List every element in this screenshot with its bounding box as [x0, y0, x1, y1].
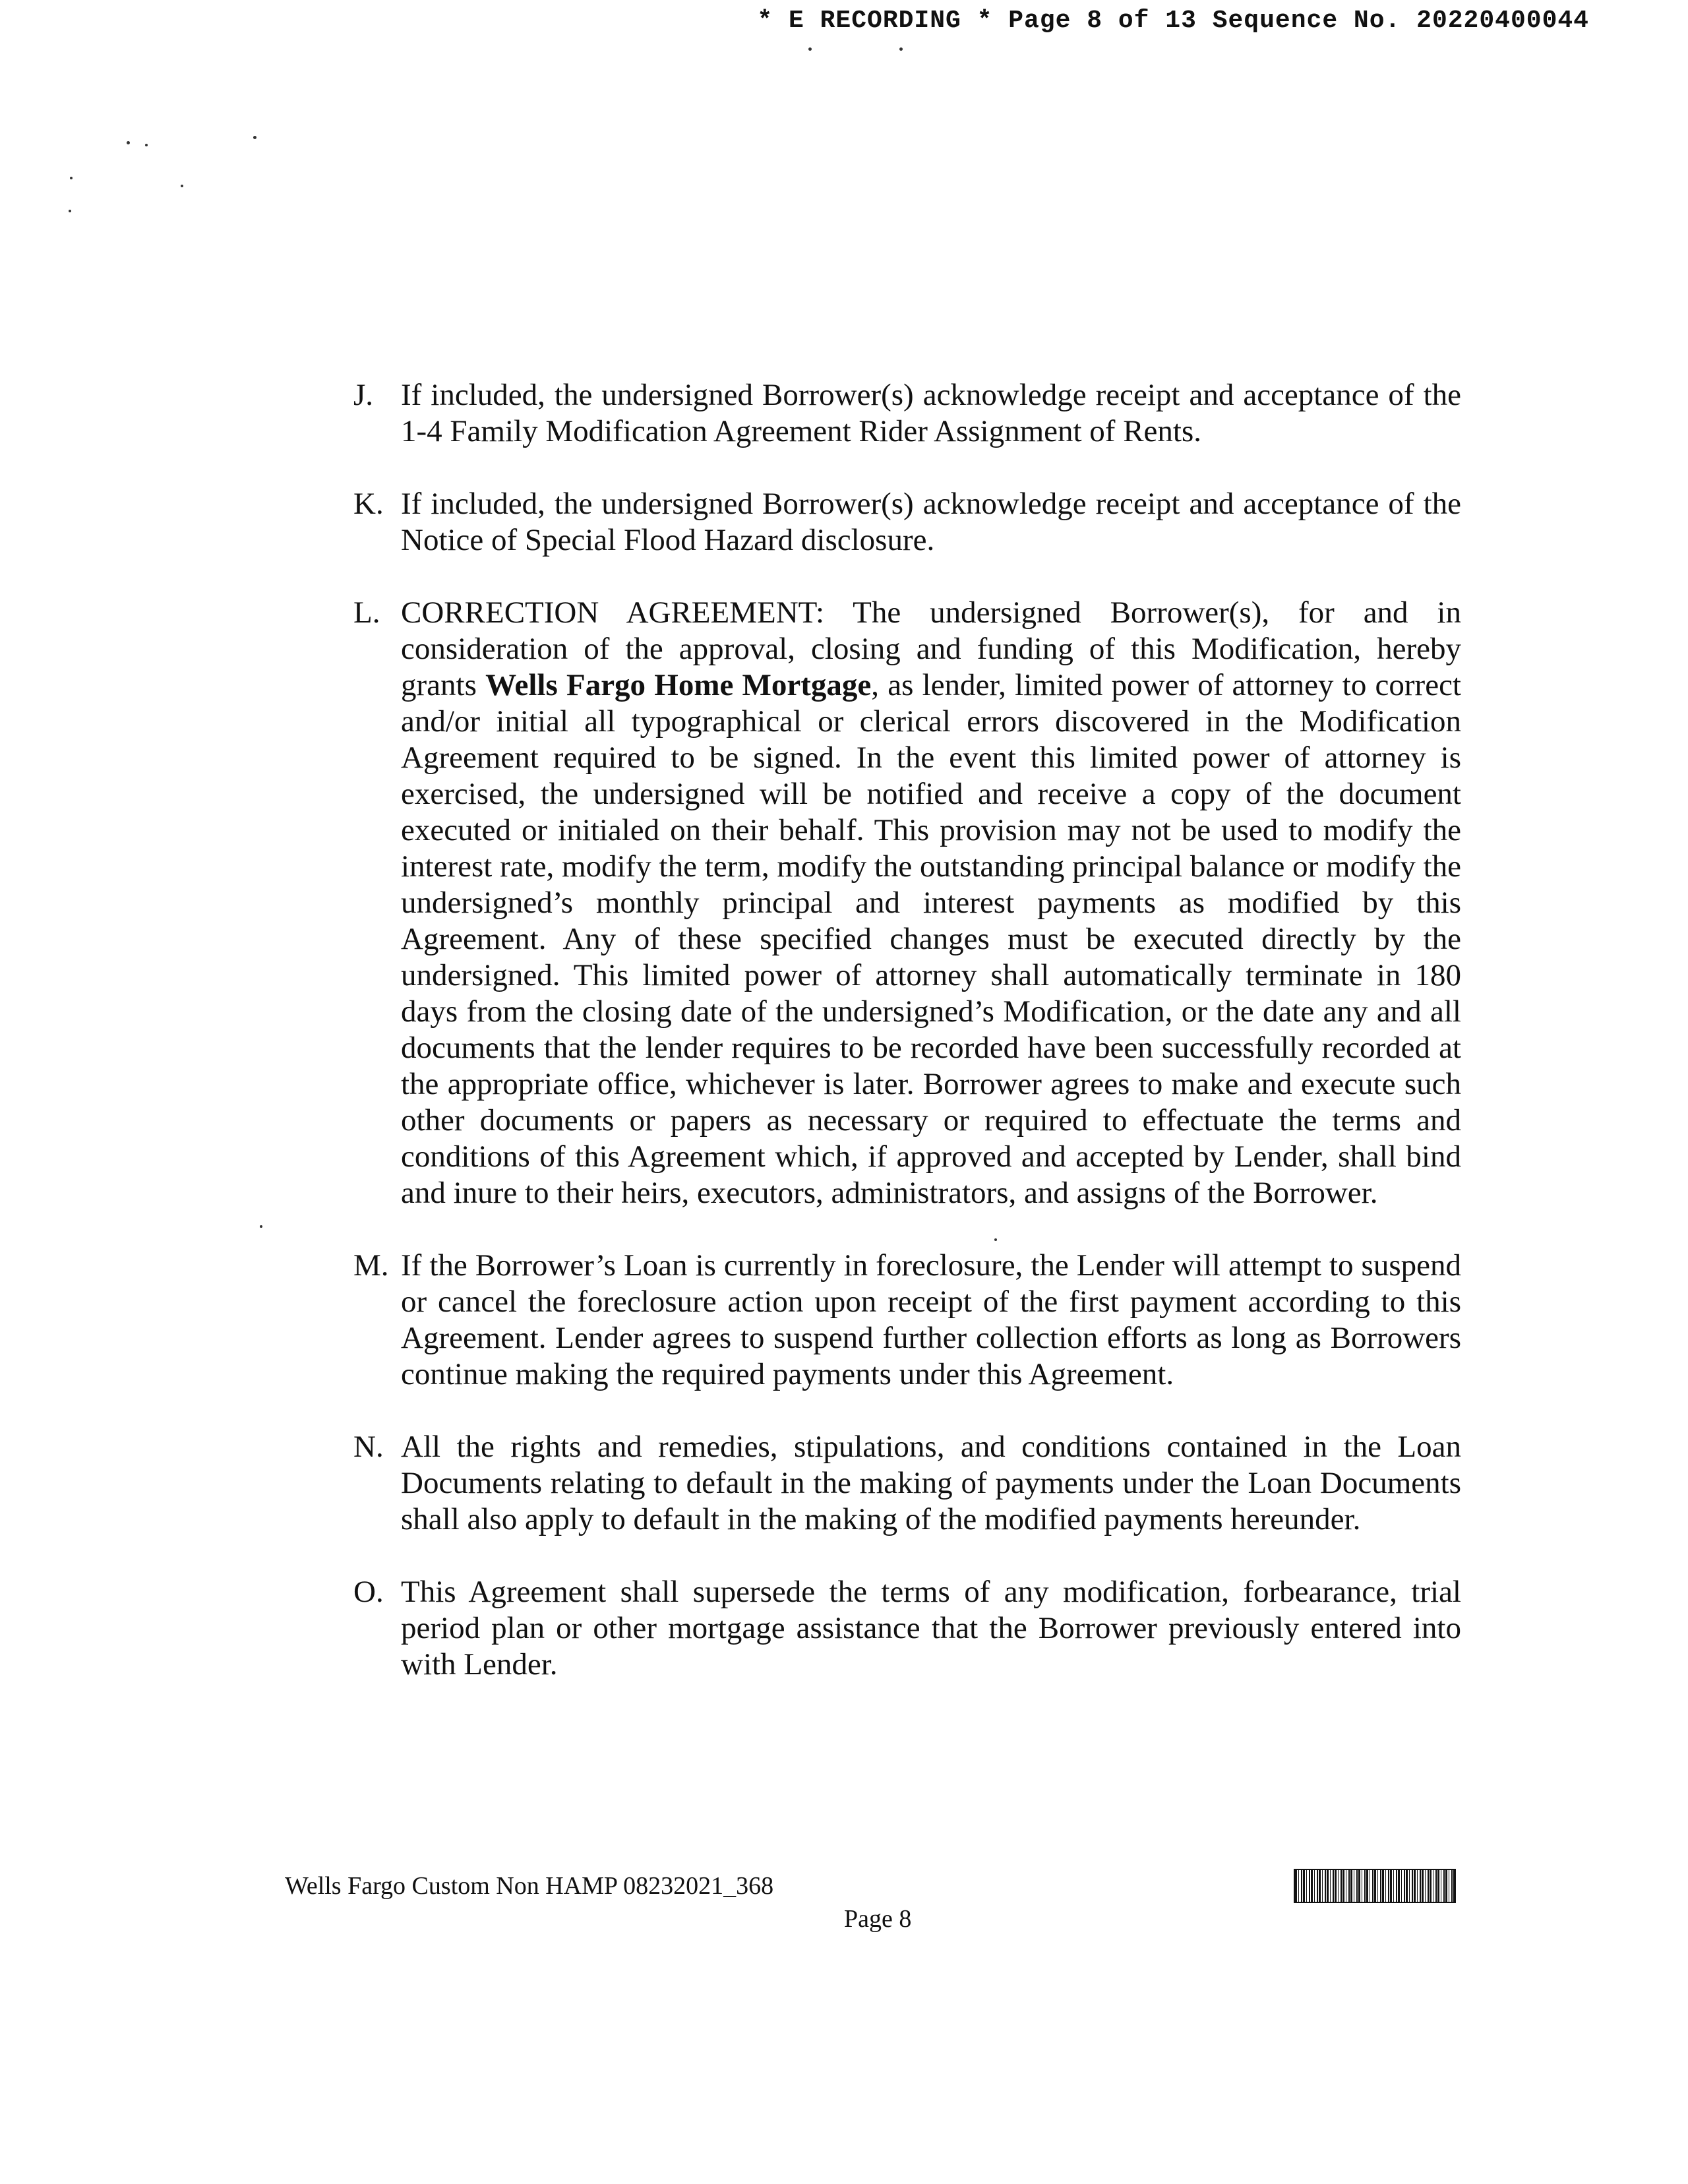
clause-letter: N.: [353, 1430, 384, 1464]
scan-speck: [69, 210, 71, 212]
clause-text: [401, 595, 1461, 1211]
clause-text-after: , as lender, limited power of attorney to correct and/or initial all typographical or clerical errors discovered in the Modification Agreement required to be signed. In the event this limited power of attorney is exercised, the undersigned will be notified and receive a copy of the document executed or initialed on their behalf. This provision may not be used to modify the interest rate, modify the term, modify the outstanding principal balance or modify the undersigned’s monthly principal and interest payments as modified by this Agreement. Any of these specified changes must be executed directly by the undersigned. This limited power of attorney shall automatically terminate in 180 days from the closing date of the undersigned’s Modification, or the date any and all documents that the lender requires to be recorded have been successfully recorded at the appropriate office, whichever is later. Borrower agrees to make and execute such other documents or papers as necessary or required to effectuate the terms and conditions of this Agreement which, if approved and accepted by Lender, shall bind and inure to their heirs, executors, administrators, and assigns of the Borrower.: [401, 668, 1461, 1210]
clause-j: [353, 377, 1461, 450]
recording-stamp: * E RECORDING * Page 8 of 13 Sequence No. 20220400044: [757, 7, 1589, 35]
clause-o: [353, 1574, 1461, 1683]
scan-speck: [899, 47, 903, 51]
lender-name: Wells Fargo Home Mortgage: [485, 668, 872, 702]
scan-speck: [181, 185, 183, 187]
clause-text: This Agreement shall supersede the terms of any modification, forbearance, trial period plan or other mortgage assistance that the Borrower previously entered into with Lender.: [401, 1575, 1461, 1682]
scan-speck: [253, 136, 256, 139]
clause-m: [353, 1248, 1461, 1393]
clause-n: [353, 1429, 1461, 1538]
scan-speck: [127, 141, 130, 144]
form-id: Wells Fargo Custom Non HAMP 08232021_368: [285, 1872, 774, 1900]
clause-text: If included, the undersigned Borrower(s) acknowledge receipt and acceptance of the Notice of Special Flood Hazard disclosure.: [401, 487, 1461, 557]
clause-l: [353, 595, 1461, 1211]
barcode-icon: [1294, 1869, 1456, 1903]
scan-speck: [70, 177, 73, 179]
clause-text-before: CORRECTION AGREEMENT: The undersigned Borrower(s), for and in consideration of the approval, closing and funding of this Modification, hereby grants: [401, 595, 1461, 702]
clause-letter: O.: [353, 1575, 384, 1609]
clause-text: All the rights and remedies, stipulations, and conditions contained in the Loan Documents relating to default in the making of payments under the Loan Documents shall also apply to default in the making of the modified payments hereunder.: [401, 1430, 1461, 1536]
clause-text: If included, the undersigned Borrower(s) acknowledge receipt and acceptance of the 1-4 Family Modification Agreement Rider Assignment of Rents.: [401, 378, 1461, 448]
clause-letter: J.: [353, 378, 374, 412]
clause-letter: L.: [353, 595, 380, 630]
clause-k: [353, 486, 1461, 559]
clause-letter: M.: [353, 1248, 389, 1283]
clause-letter: K.: [353, 487, 384, 521]
scan-speck: [808, 47, 812, 51]
scan-speck: [260, 1225, 262, 1228]
document-body: [353, 377, 1461, 1719]
page-number: Page 8: [844, 1905, 912, 1933]
clause-text: If the Borrower’s Loan is currently in foreclosure, the Lender will attempt to suspend or cancel the foreclosure action upon receipt of the first payment according to this Agreement. Lender agrees to suspend further collection efforts as long as Borrowers continue making the required payments under this Agreement.: [401, 1248, 1461, 1391]
scan-speck: [145, 144, 148, 146]
